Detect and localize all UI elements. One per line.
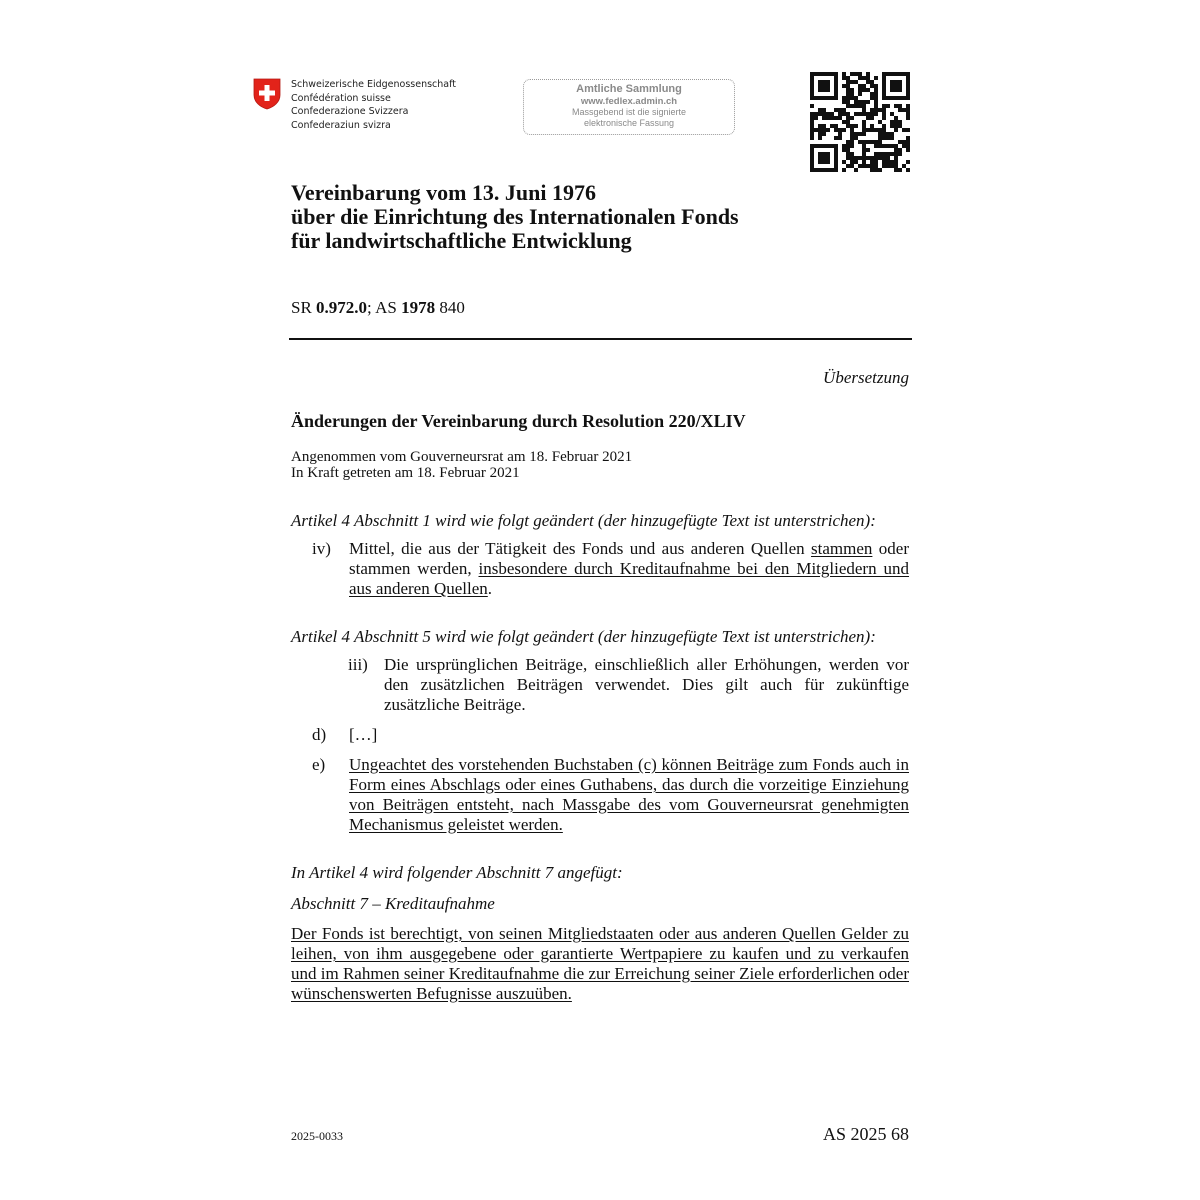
section3-text: Der Fonds ist berechtigt, von seinen Mitgliedstaaten oder aus anderen Quellen Gelder zu leihen, von ihm ausgegebene oder garantierte Wertpapiere zu kaufen und zu verkaufen und im Rahmen seiner Kreditaufnahme die zur Erreichung seiner Ziele erforderlichen oder wünschenswerten Befugnisse auszuüben.: [291, 924, 909, 1003]
stamp-note-2: elektronische Fassung: [583, 118, 675, 128]
underlined-segment: stammen: [811, 539, 873, 558]
sr-prefix: SR: [291, 298, 317, 317]
section3-intro: In Artikel 4 wird folgender Abschnitt 7 angefügt:: [291, 863, 623, 882]
adoption-dates: [291, 449, 632, 481]
item-text: Ungeachtet des vorstehenden Buchstaben (c) können Beiträge zum Fonds auch in Form eines Abschlags oder eines Guthabens, das durch die vorzeitige Einziehung von Beiträgen entsteht, nach Massgabe des vom Gouverneursrat genehmigten Mechanismus geleistet werden.: [349, 755, 909, 834]
as-year: 1978: [401, 298, 436, 317]
text-segment: oder stammen werden,: [349, 539, 909, 578]
qr-code-icon[interactable]: [810, 72, 910, 172]
translation-label: Übersetzung: [823, 368, 909, 387]
item-text: […]: [349, 725, 378, 744]
swiss-flag-icon: [253, 78, 281, 110]
title-line-3: für landwirtschaftliche Entwicklung: [291, 228, 632, 253]
stamp-url: www.fedlex.admin.ch: [580, 96, 678, 107]
in-force-date: In Kraft getreten am 18. Februar 2021: [291, 465, 520, 481]
stamp-note-1: Massgebend ist die signierte: [571, 107, 687, 117]
sr-separator: ; AS: [367, 298, 402, 317]
document-body: [291, 511, 909, 1004]
official-collection-stamp: [523, 79, 735, 135]
underlined-segment: insbesondere durch Kreditaufnahme bei den Mitgliedern und aus anderen Quellen: [349, 559, 910, 598]
document-number: 2025-0033: [291, 1129, 343, 1143]
section1-item-iv: [291, 539, 909, 599]
as-page: 840: [435, 298, 465, 317]
section2-item-d: [291, 725, 909, 745]
sr-number: 0.972.0: [316, 298, 368, 317]
title-line-2: über die Einrichtung des Internationalen Fonds: [291, 204, 739, 229]
item-label: e): [312, 755, 326, 774]
adopted-date: Angenommen vom Gouverneursrat am 18. Februar 2021: [291, 449, 633, 465]
item-label: iv): [312, 539, 331, 558]
confederation-rm: Confederaziun svizra: [291, 119, 391, 131]
amendment-heading: Änderungen der Vereinbarung durch Resolution 220/XLIV: [291, 411, 746, 431]
item-label: iii): [348, 655, 368, 674]
section2-item-iii: [291, 655, 909, 715]
title-line-1: Vereinbarung vom 13. Juni 1976: [291, 180, 596, 205]
item-text: Die ursprünglichen Beiträge, einschließlich aller Erhöhungen, werden vor den zusätzlichen Beiträgen verwendet. Dies gilt auch für zukünftige zusätzliche Beiträge.: [384, 655, 909, 714]
sr-reference: [291, 298, 465, 318]
section2-item-e: [291, 755, 909, 835]
text-segment: .: [487, 579, 493, 598]
as-citation: AS 2025 68: [822, 1124, 909, 1144]
confederation-de: Schweizerische Eidgenossenschaft: [291, 79, 457, 90]
confederation-fr: Confédération suisse: [291, 92, 391, 104]
document-title: [291, 181, 739, 253]
section3-subheading: Abschnitt 7 – Kreditaufnahme: [291, 894, 495, 913]
text-segment: Mittel, die aus der Tätigkeit des Fonds und aus anderen Quellen: [349, 539, 812, 558]
item-text: [349, 539, 909, 599]
confederation-names: [291, 78, 456, 132]
item-label: d): [312, 725, 327, 744]
stamp-title: Amtliche Sammlung: [576, 83, 682, 95]
section2-intro: Artikel 4 Abschnitt 5 wird wie folgt geändert (der hinzugefügte Text ist unterstrichen):: [291, 627, 876, 646]
section1-intro: Artikel 4 Abschnitt 1 wird wie folgt geändert (der hinzugefügte Text ist unterstrichen):: [291, 511, 876, 530]
confederation-it: Confederazione Svizzera: [291, 106, 409, 117]
title-divider: [289, 338, 912, 340]
